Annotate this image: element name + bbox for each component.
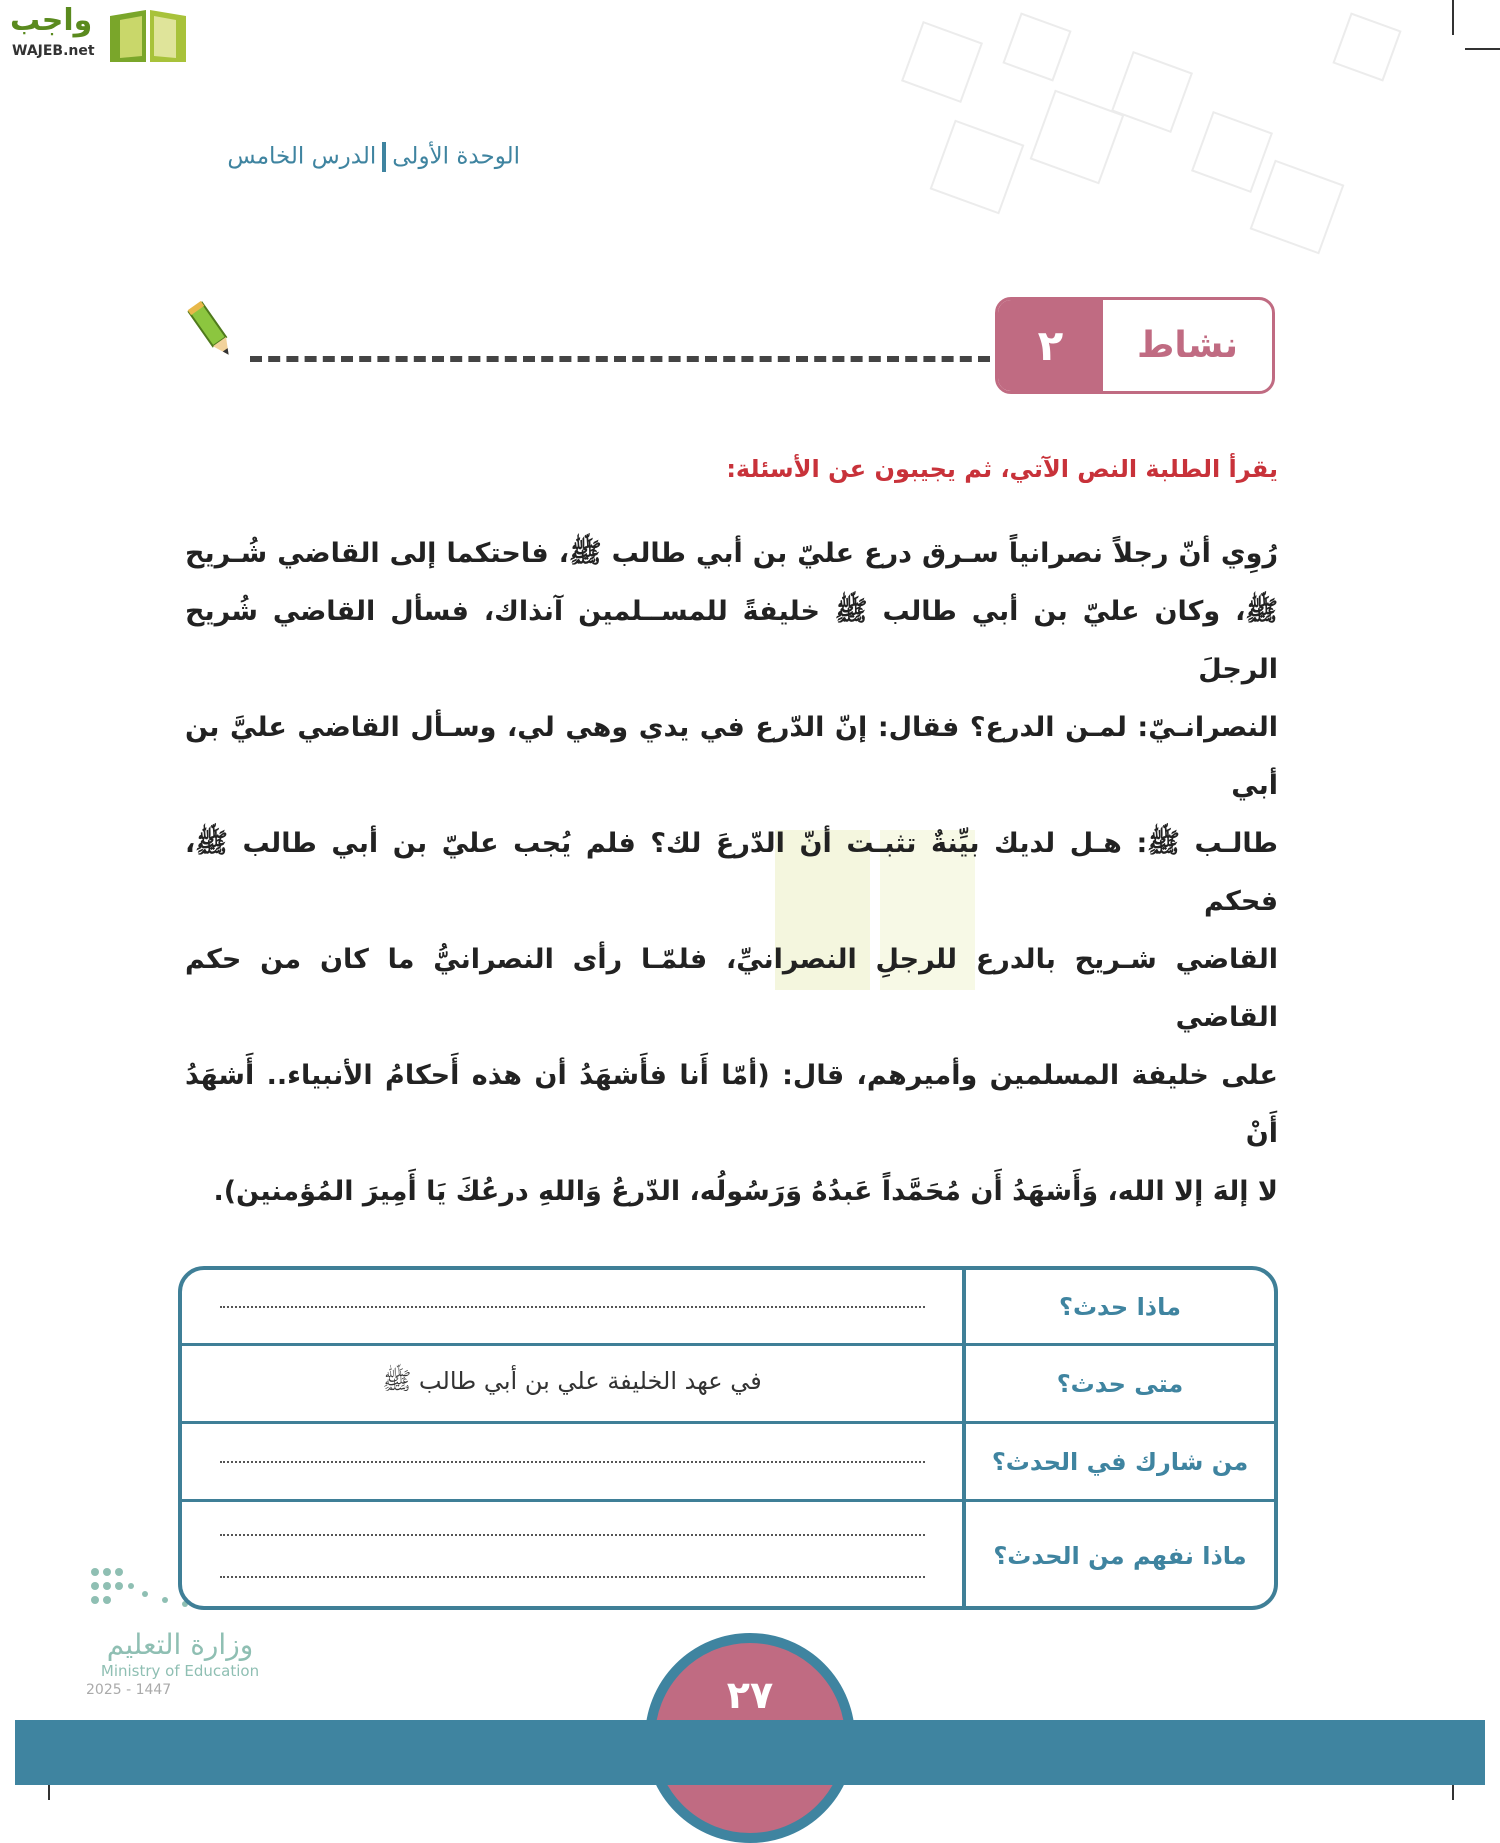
ministry-name-english: Ministry of Education — [100, 1662, 260, 1680]
lesson-label: الدرس الخامس — [227, 143, 377, 170]
decorative-square — [901, 21, 983, 103]
answer-field[interactable] — [182, 1270, 962, 1343]
question-cell: من شارك في الحدث؟ — [962, 1424, 1274, 1499]
answer-line — [220, 1306, 925, 1308]
answer-cell: في عهد الخليفة علي بن أبي طالب ﷺ — [382, 1367, 762, 1395]
unit-label: الوحدة الأولى — [392, 143, 520, 170]
decorative-square — [1332, 12, 1401, 81]
site-logo-text: واجب — [10, 3, 93, 38]
answer-line — [220, 1534, 925, 1536]
activity-badge — [995, 297, 1275, 394]
question-cell: ماذا نفهم من الحدث؟ — [962, 1502, 1274, 1610]
crop-mark — [1465, 48, 1500, 50]
decorative-square — [1111, 51, 1193, 133]
decorative-square — [1002, 12, 1071, 81]
passage-line: النصرانـيّ: لمـن الدرع؟ فقال: إنّ الدّرع في يدي وهي لي، وسـأل القاضي عليَّ بن أبي — [185, 712, 1278, 801]
passage-line: القاضي شـريح بالدرع للرجلِ النصرانيِّ، فلمّـا رأى النصرانيُّ ما كان من حكم القاضي — [185, 944, 1278, 1033]
footer-bar — [15, 1720, 1485, 1785]
activity-label: نشاط — [1136, 325, 1239, 366]
passage-line: رُوِي أنّ رجلاً نصرانياً سـرق درع عليّ بن أبي طالب ﷺ، فاحتكما إلى القاضي شُـريح — [185, 538, 1278, 569]
content-flow — [178, 525, 1278, 1610]
questions-table — [178, 1266, 1278, 1610]
passage-line: على خليفة المسلمين وأميرهم، قال: (أمّا أَنا فأَشهَدُ أن هذه أَحكامُ الأنبياء.. أَشهَدُ أَنْ — [185, 1060, 1278, 1149]
book-logo-icon — [108, 6, 188, 64]
decorative-square — [930, 120, 1025, 215]
decorative-square — [1250, 160, 1345, 255]
activity-number: ٢ — [998, 300, 1103, 391]
decorative-square — [1030, 90, 1125, 185]
page-number: ٢٧ — [645, 1633, 855, 1843]
pencil-icon — [182, 300, 242, 362]
answer-field[interactable] — [182, 1424, 962, 1499]
ministry-year: 2025 - 1447 — [86, 1682, 172, 1698]
table-row — [182, 1270, 1274, 1346]
dashed-divider — [250, 356, 990, 362]
site-logo-latin: WAJEB.net — [12, 43, 95, 59]
question-cell: متى حدث؟ — [962, 1346, 1274, 1421]
reading-passage — [178, 525, 1278, 1221]
passage-line: لا إلهَ إلا الله، وَأَشهَدُ أَن مُحَمَّداً عَبدُهُ وَرَسُولُه، الدّرعُ وَاللهِ درعُكَ يَا أَمِيرَ المُؤمنين). — [213, 1176, 1278, 1207]
answer-line — [220, 1461, 925, 1463]
crop-mark — [1452, 0, 1454, 35]
table-row — [182, 1424, 1274, 1502]
breadcrumb-separator — [382, 142, 386, 172]
instruction-text: يقرأ الطلبة النص الآتي، ثم يجيبون عن الأسئلة: — [726, 455, 1278, 483]
passage-line: ﷺ، وكان عليّ بن أبي طالب ﷺ خليفةً للمســلمين آنذاك، فسأل القاضي شُريح الرجلَ — [185, 596, 1278, 685]
ministry-name-arabic: وزارة التعليم — [106, 1628, 254, 1661]
answer-field[interactable] — [182, 1502, 962, 1610]
question-cell: ماذا حدث؟ — [962, 1270, 1274, 1343]
decorative-square — [1191, 111, 1273, 193]
table-row — [182, 1346, 1274, 1424]
passage-line: طالـب ﷺ: هـل لديك بيِّنةٌ تثبـت أنّ الدّرعَ لك؟ فلم يُجب عليّ بن أبي طالب ﷺ، فحكم — [185, 828, 1278, 917]
table-row — [182, 1502, 1274, 1610]
answer-line — [220, 1576, 925, 1578]
breadcrumb — [180, 142, 520, 172]
